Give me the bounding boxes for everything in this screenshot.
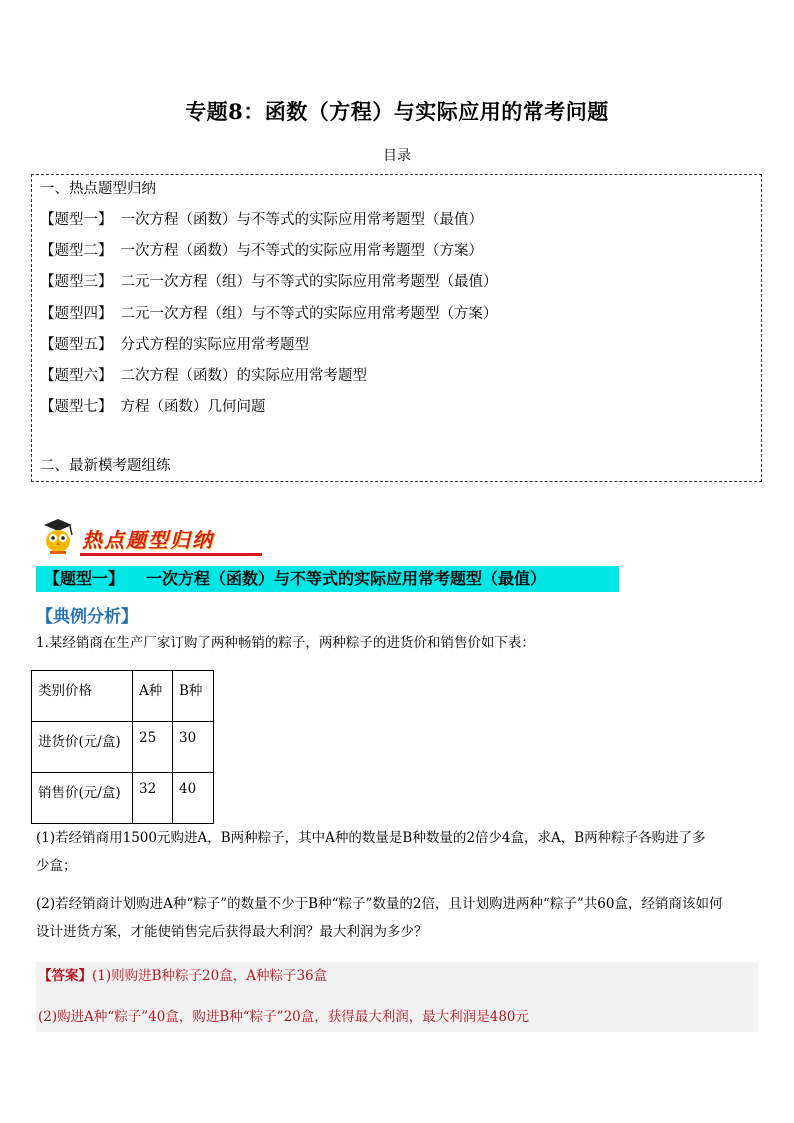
question-2-line-2: 设计进货方案，才能使销售完后获得最大利润？最大利润为多少？ [36,924,428,940]
table-header-row [32,671,214,722]
question-1-line-2: 少盒； [36,858,77,874]
toc-box [31,174,762,482]
price-table [31,670,214,824]
toc-item-text: 方程（函数）几何问题 [120,399,266,415]
section-banner [36,517,232,557]
owl-graduate-icon [36,517,80,557]
table-cell: A种 [133,671,173,722]
toc-heading: 目录 [383,148,411,164]
toc-item-text: 二元一次方程（组）与不等式的实际应用常考题型（最值） [120,274,498,290]
toc-item-text: 一次方程（函数）与不等式的实际应用常考题型（方案） [120,243,483,259]
type-bar-text: 一次方程（函数）与不等式的实际应用常考题型（最值） [146,569,547,588]
toc-item-text: 分式方程的实际应用常考题型 [120,337,309,353]
toc-section-1: 一、热点题型归纳 [40,181,156,197]
toc-item-tag: 【题型六】 [40,368,113,384]
toc-item-tag: 【题型一】 [40,212,113,228]
table-row [32,722,214,773]
table-cell: 30 [173,722,214,773]
type-bar-tag: 【题型一】 [44,569,125,588]
toc-item-6[interactable] [40,364,367,385]
toc-item-tag: 【题型七】 [40,399,113,415]
toc-item-tag: 【题型五】 [40,337,113,353]
toc-section-2[interactable]: 二、最新模考题组练 [40,458,171,474]
table-cell: 进货价(元/盒) [32,722,133,773]
table-cell: B种 [173,671,214,722]
toc-item-text: 二元一次方程（组）与不等式的实际应用常考题型（方案） [120,306,498,322]
problem-intro: 1.某经销商在生产厂家订购了两种畅销的粽子，两种粽子的进货价和销售价如下表： [36,635,535,651]
toc-item-text: 一次方程（函数）与不等式的实际应用常考题型（最值） [120,212,483,228]
table-cell: 销售价(元/盒) [32,773,133,824]
question-2-line-1: (2)若经销商计划购进A种“粽子”的数量不少于B种“粽子”数量的2倍，且计划购进两种“粽子”共60盒，经销商该如何 [36,896,723,912]
toc-item-3[interactable] [40,270,498,291]
toc-item-7[interactable] [40,395,266,416]
banner-underline [80,553,262,556]
toc-item-2[interactable] [40,239,483,260]
answer-line-1 [38,964,327,984]
toc-item-text: 二次方程（函数）的实际应用常考题型 [120,368,367,384]
table-row [32,773,214,824]
table-cell: 40 [173,773,214,824]
toc-item-tag: 【题型四】 [40,306,113,322]
banner-title: 热点题型归纳 [82,528,214,552]
question-1-line-1: (1)若经销商用1500元购进A，B两种粽子，其中A种的数量是B种数量的2倍少4盒，求A，B两种粽子各购进了多 [36,830,706,846]
table-cell: 类别价格 [32,671,133,722]
answer-text: (1)则购进B种粽子20盒，A种粽子36盒 [92,968,328,984]
toc-item-tag: 【题型二】 [40,243,113,259]
answer-line-2: (2)购进A种“粽子”40盒，购进B种“粽子”20盒，获得最大利润，最大利润是480元 [38,1009,530,1025]
answer-tag: 【答案】 [38,968,92,984]
table-cell: 25 [133,722,173,773]
toc-item-tag: 【题型三】 [40,274,113,290]
toc-item-4[interactable] [40,302,498,323]
table-cell: 32 [133,773,173,824]
page-title: 专题8：函数（方程）与实际应用的常考问题 [185,99,609,124]
question-type-bar [36,566,619,592]
toc-item-1[interactable] [40,208,483,229]
toc-item-5[interactable] [40,333,309,354]
example-heading: 【典例分析】 [36,607,138,627]
